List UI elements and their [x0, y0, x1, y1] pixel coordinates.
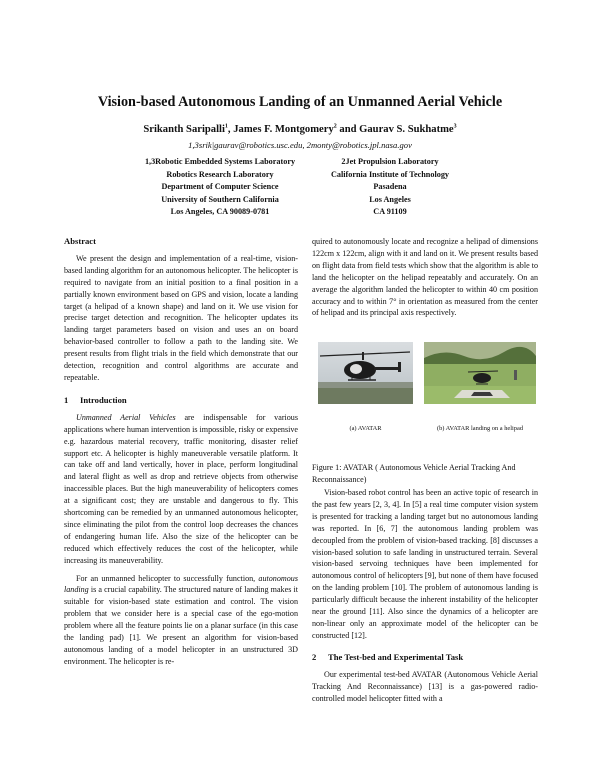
avatar-landing-photo: [424, 342, 536, 404]
author-3-mark: 3: [453, 123, 457, 130]
author-3: Gaurav S. Sukhatme: [359, 124, 454, 135]
figure-1a-caption: (a) AVATAR: [349, 425, 382, 432]
affiliation-line: Los Angeles, CA 90089-0781: [170, 207, 270, 217]
figure-1b-caption: (b) AVATAR landing on a helipad: [436, 425, 524, 432]
paragraph-text: are indispensable for various applications where human intervention is impossible, risky or expensive e.g. hazardous material recovery, traffic monitoring, disaster relief support etc. A helicopter is highly maneuverable versatile platform. It can take off and land vertically, hover in place, perform longitudinal and lateral flight as well as drop and retrieve objects from otherwise inaccessible places. But the high maneuverability of helicopters comes at a significant cost; they are unstable and dangerous to fly. This shortcoming can be remedied by an unmanned autonomous helicopter, since eliminating the pilot from the control loop decreases the chances of endangering human life. Also the size of the helicopter can be reduced which effectively reduces the cost of the helicopter, while increasing its maneuverability.: [64, 412, 299, 565]
affiliation-line: 2Jet Propulsion Laboratory: [341, 157, 439, 166]
paper-title: Vision-based Autonomous Landing of an Unmanned Aerial Vehicle: [97, 94, 503, 110]
right-paragraph-2: Vision-based robot control has been an active topic of research in the past few years [2, 3, 4]. In [5] a real time computer vision system is presented for tracking a landing target but no autonomous landing was reported. In [6, 7] the autonomous landing problem was decoupled from the problem of vision-based tracking. [8] discusses a vision-based solution to safe landing in unstructured terrain. Several vision-based servoing techniques have been implemented for autonomous control of helicopters [9], but none of them have focused on the landing problem [10]. The problem of autonomous landing is particularly difficult because the inherent instability of the helicopter near the ground [11]. Also since the dynamics of a helicopter are non-linear only an approximate model of the helicopter can be constructed [12].: [312, 488, 538, 640]
section-number: 2: [312, 651, 317, 662]
affiliation-line: Robotics Research Laboratory: [166, 169, 274, 179]
affiliation-left: [120, 156, 320, 219]
affiliation-line: Los Angeles: [369, 194, 411, 204]
abstract-heading: Abstract: [64, 236, 96, 246]
author-emails: 1,3srik|gaurav@robotics.usc.edu, 2monty@robotics.jpl.nasa.gov: [188, 140, 412, 150]
affiliation-line: Pasadena: [373, 182, 407, 192]
author-separator: ,: [227, 124, 234, 135]
intro-paragraph-2: [64, 573, 298, 668]
emphasis-text: Unmanned Aerial Vehicles: [76, 412, 176, 422]
affiliation-right: [300, 156, 480, 219]
author-2: James F. Montgomery: [233, 124, 334, 135]
affiliation-line: CA 91109: [373, 207, 407, 217]
emphasis-text: autonomous landing: [64, 573, 298, 595]
author-1-mark: 1: [224, 123, 228, 130]
right-paragraph-1: quired to autonomously locate and recognize a helipad of dimensions 122cm x 122cm, align with it and land on it. We present results based on flight data from field tests which show that the algorithm is able to land the helicopter on the helipad repeatably and accurately. On an average the algorithm landed the helicopter to within 40 cm position accuracy and to within 7° in orientation as measured from the center of helipad and its principal axis respectively.: [312, 237, 538, 318]
right-column-bottom: [312, 487, 538, 704]
left-column: [64, 236, 298, 668]
avatar-helicopter-photo: [318, 342, 413, 404]
paragraph-text: is a crucial capability. The structured nature of landing makes it suitable for vision-based state estimation and control. The vision problem that we consider here is a special case of the ego-motion problem where all the feature points lie on a planar surface (in this case the landing pad) [1]. We present an algorithm for vision-based autonomous landing of a model helicopter in an unstructured 3D environment. The helicopter is re-: [64, 585, 298, 666]
author-2-mark: 2: [333, 123, 337, 130]
section-number: 1: [64, 394, 69, 405]
figure-1-caption: Figure 1: AVATAR ( Autonomous Vehicle Aerial Tracking And Reconnaissance): [312, 463, 516, 484]
affiliation-line: Department of Computer Science: [161, 182, 279, 192]
author-list: [0, 124, 600, 135]
section-2-heading: [312, 652, 538, 664]
section-title: The Test-bed and Experimental Task: [328, 651, 464, 662]
right-column-top: [312, 236, 538, 319]
affiliation-line: California Institute of Technology: [330, 169, 450, 179]
paragraph-text: For an unmanned helicopter to successfully function,: [76, 573, 259, 583]
section-1-heading: [64, 395, 298, 407]
author-1: Srikanth Saripalli: [143, 124, 225, 135]
section-2-paragraph: Our experimental test-bed AVATAR (Autonomous Vehicle Aerial Tracking And Reconnaissance) [13] is a gas-powered radio-controlled model helicopter fitted with a: [312, 669, 538, 703]
abstract-text: We present the design and implementation of a real-time, vision-based landing algorithm for an autonomous helicopter. The helicopter is required to navigate from an initial position to a final position in a partially known environment based on GPS and vision, locate a landing target (a helipad of a known shape) and land on it. We use vision for precise target detection and recognition. The helicopter updates its landing target parameters based on vision and uses an on board behavior-based controller to follow a path to the landing site. We present results from flight trials in the field which demonstrate that our detection, recognition and control algorithms are accurate and repeatable.: [64, 253, 298, 382]
affiliation-line: University of Southern California: [161, 194, 279, 204]
affiliation-line: 1,3Robotic Embedded Systems Laboratory: [144, 157, 296, 166]
section-title: Introduction: [80, 394, 127, 405]
author-separator: and: [336, 124, 360, 135]
intro-paragraph-1: [64, 412, 298, 567]
